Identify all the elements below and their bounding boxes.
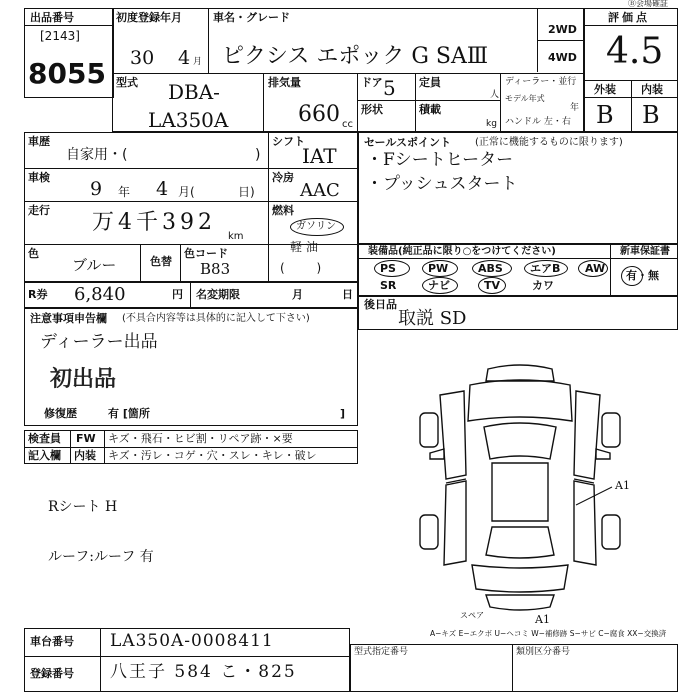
- eval-label: 評価点: [608, 11, 650, 24]
- inspect-label: 車検: [28, 171, 50, 184]
- ext-grade: B: [596, 101, 614, 129]
- equip-ps: PS: [380, 262, 396, 275]
- type-label: 型式: [116, 76, 138, 89]
- equip-sr: SR: [380, 279, 397, 292]
- int-grade: B: [642, 101, 660, 129]
- disp-unit: cc: [342, 119, 353, 130]
- type-prefix: DBA-: [168, 80, 220, 104]
- remark-1: Rシート H: [48, 499, 118, 515]
- model-label: 車名・グレード: [213, 11, 290, 24]
- lot-number: 8055: [28, 57, 106, 90]
- selling-note: (正常に機能するものに限ります): [475, 137, 623, 148]
- ac-value: AAC: [300, 180, 340, 201]
- color-label: 色: [28, 247, 39, 260]
- first-listing-stamp: 初出品: [50, 366, 117, 392]
- name-change-month: 月: [292, 288, 303, 301]
- mileage-label: 走行: [28, 204, 50, 217]
- mileage-value: 万4千392: [92, 210, 216, 235]
- chassis-value: LA350A-0008411: [110, 631, 274, 651]
- equip-ps-circle: [374, 260, 410, 277]
- shape-label: 形状: [361, 103, 383, 116]
- load-unit: kg: [486, 119, 497, 129]
- dealer-label: ディーラー・並行: [505, 77, 577, 87]
- equip-abs: ABS: [478, 262, 503, 275]
- lot-label: 出品番号: [30, 11, 74, 24]
- equip-aw: AW: [585, 262, 606, 275]
- class-label: 類別区分番号: [516, 647, 571, 657]
- inspect-month-unit: 月(: [178, 185, 195, 199]
- equip-aw-circle: [578, 260, 608, 277]
- color-value: ブルー: [72, 256, 117, 274]
- inspector-label: 検査員: [28, 432, 61, 445]
- drive-2wd: 2WD: [548, 23, 577, 36]
- selling-line1: ・Fシートヒーター: [366, 150, 514, 170]
- disp-value: 660: [298, 102, 340, 127]
- color-code-label: 色コード: [184, 247, 228, 260]
- equip-navi: ナビ: [428, 279, 450, 292]
- cap-unit: 人: [490, 90, 500, 100]
- color-change-label: 色替: [150, 255, 172, 268]
- doors-label: ドア: [361, 76, 383, 89]
- chassis-label: 車台番号: [30, 635, 74, 648]
- equip-leather: カワ: [532, 279, 554, 292]
- equip-tv: TV: [484, 279, 501, 292]
- notes-line1: ディーラー出品: [40, 332, 158, 352]
- name-change-day: 日: [342, 288, 353, 301]
- equip-airbag: エアB: [530, 262, 561, 275]
- ext-label: 外装: [594, 83, 616, 96]
- repair-close: ]: [340, 407, 346, 420]
- equip-pw-circle: [422, 260, 458, 277]
- warranty-label: 新車保証書: [620, 246, 670, 257]
- history-label: 車歴: [28, 135, 50, 148]
- handle-label: ハンドル 左・右: [505, 117, 571, 127]
- equip-navi-circle: [422, 277, 458, 294]
- cap-label: 定員: [419, 76, 441, 89]
- lot-sub: [2143]: [40, 29, 80, 43]
- fw-label: FW: [76, 432, 96, 445]
- name-change-label: 名変期限: [196, 288, 240, 301]
- ac-label: 冷房: [272, 171, 294, 184]
- history-close: ): [255, 147, 261, 163]
- drive-4wd: 4WD: [548, 51, 577, 64]
- equip-pw: PW: [428, 262, 449, 275]
- model-name: ピクシス エポック G SAⅢ: [222, 44, 489, 69]
- fw-text: キズ・飛石・ヒビ割・リペア跡・×要: [108, 432, 293, 445]
- doors-value: 5: [383, 76, 396, 100]
- int-text: キズ・汚レ・コゲ・穴・スレ・キレ・破レ: [108, 449, 317, 462]
- damage-legend: A−キズ E−エクボ U−ヘコミ W−補修跡 S−サビ C−腐食 XX−交換済: [430, 629, 667, 638]
- disp-label: 排気量: [268, 76, 301, 89]
- notes-sub: (不具合内容等は具体的に記入して下さい): [122, 313, 310, 324]
- int-row-label: 内装: [74, 449, 96, 462]
- writer-label: 記入欄: [28, 449, 61, 462]
- warranty-options: 有・無: [626, 269, 659, 282]
- history-value: 自家用・(: [66, 147, 128, 163]
- shift-label: シフト: [272, 135, 305, 148]
- spare-label: スペア: [460, 611, 484, 620]
- shift-value: IAT: [302, 144, 337, 168]
- after-value: 取説 SD: [398, 308, 467, 329]
- equip-abs-circle: [472, 260, 512, 277]
- load-label: 積載: [419, 103, 441, 116]
- after-label: 後日品: [364, 298, 397, 311]
- equip-tv-circle: [478, 277, 506, 294]
- int-label: 内装: [641, 83, 663, 96]
- color-code: B83: [200, 260, 231, 278]
- recycle-label: R券: [28, 288, 48, 301]
- inspect-year-unit: 年: [118, 185, 131, 199]
- fuel-gas: ガソリン: [296, 221, 336, 232]
- recycle-value: 6,840: [74, 284, 126, 305]
- diagram-bottom-mark: A1: [535, 613, 550, 626]
- repair-value: 有 [箇所: [108, 407, 150, 420]
- year-unit: 年: [570, 103, 580, 113]
- recycle-unit: 円: [172, 288, 183, 301]
- type-cert-label: 型式指定番号: [354, 647, 409, 657]
- selling-label: セールスポイント: [364, 136, 452, 149]
- notes-label: 注意事項申告欄: [30, 312, 107, 325]
- mileage-unit: km: [228, 231, 244, 242]
- selling-line2: ・プッシュスタート: [366, 174, 518, 194]
- reg-month-unit: 月: [193, 57, 203, 67]
- diagram-side-mark: A1: [615, 479, 630, 492]
- inspect-year: 9: [90, 178, 103, 200]
- fuel-diesel: 軽 油: [290, 240, 318, 254]
- repair-label: 修復歴: [44, 407, 77, 420]
- inspect-month: 4: [156, 178, 169, 200]
- equipment-label: 装備品(純正品に限り○をつけてください): [368, 246, 556, 257]
- reg-year: 30: [130, 47, 155, 69]
- top-right-note: Ⓑ会場確証: [628, 0, 668, 8]
- eval-score: 4.5: [606, 31, 664, 72]
- reg-label: 初度登録年月: [116, 11, 182, 24]
- reg-number-label: 登録番号: [30, 667, 74, 680]
- warranty-circle: [621, 266, 643, 286]
- fuel-label: 燃料: [272, 204, 294, 217]
- model-year-label: モデル年式: [505, 94, 545, 103]
- remark-2: ルーフ:ルーフ 有: [48, 549, 154, 565]
- reg-number-value: 八王子 584 こ・825: [110, 662, 297, 682]
- fuel-paren: ( ): [280, 261, 336, 275]
- reg-month: 4: [178, 47, 191, 69]
- inspect-day-unit: 日): [238, 185, 255, 199]
- type-code: LA350A: [148, 108, 229, 132]
- car-damage-diagram: [400, 355, 640, 625]
- equip-airbag-circle: [524, 260, 568, 277]
